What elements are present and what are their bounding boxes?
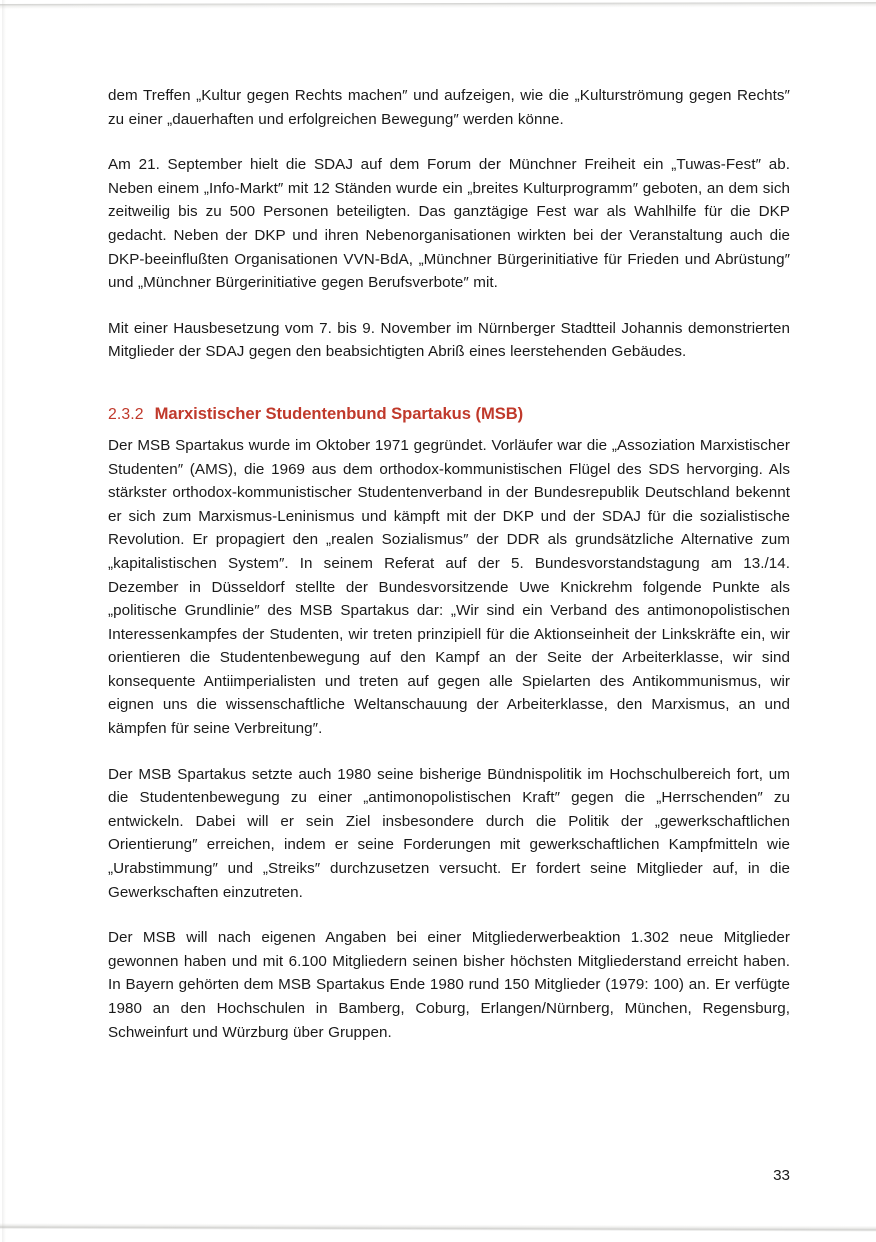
section-heading [108,402,790,425]
paragraph-tuwas-fest: Am 21. September hielt die SDAJ auf dem Forum der Münchner Freiheit ein „Tuwas-Fest″ ab. Neben einem „Info-Markt″ mit 12 Ständen wurde ein „breites Kulturprogramm″ geboten, an dem sich zeitweilig bis zu 500 Personen beteiligten. Das ganztägige Fest war als Wahlhilfe für die DKP gedacht. Neben der DKP und ihren Nebenorganisationen wirkten bei der Veranstaltung auch die DKP-beeinflußten Organisationen VVN-BdA, „Münchner Bürgerinitiative für Frieden und Abrüstung″ und „Münchner Bürgerinitiative gegen Berufsverbote″ mit. [108,156,790,292]
scan-edge-top-artifact [0,2,876,9]
section-number: 2.3.2 [108,405,144,423]
scan-edge-left-artifact [2,0,6,1242]
paragraph-msb-buendnispolitik: Der MSB Spartakus setzte auch 1980 seine bisherige Bündnispolitik im Hochschulbereich fort, um die Studentenbewegung zu einer „antimonopolistischen Kraft″ gegen die „Herrschenden″ zu entwickeln. Dabei will er sein Ziel insbesondere durch die Politik der „gewerkschaftlichen Orientierung″ erreichen, indem er seine Forderungen mit gewerkschaftlichen Kampfmitteln wie „Urabstimmung″ und „Streiks″ durchzusetzen versucht. Er fordert seine Mitglieder auf, in die Gewerkschaften einzutreten. [108,765,790,901]
page-number: 33 [773,1167,790,1184]
scan-edge-bottom-artifact [0,1223,876,1232]
paragraph-msb-gruendung: Der MSB Spartakus wurde im Oktober 1971 gegründet. Vorläufer war die „Assoziation Marxistischer Studenten″ (AMS), die 1969 aus dem orthodox-kommunistischen Flügel des SDS hervorging. Als stärkster orthodox-kommunistischer Studentenverband in der Bundesrepublik Deutschland bekennt er sich zum Marxismus-Leninismus und kämpft mit der DKP und der SDAJ für die sozialistische Revolution. Er propagiert den „realen Sozialismus″ der DDR als grundsätzliche Alternative zum „kapitalistischen System″. In seinem Referat auf der 5. Bundesvorstandstagung am 13./14. Dezember in Düsseldorf stellte der Bundesvorsitzende Uwe Knickrehm folgende Punkte als „politische Grundlinie″ des MSB Spartakus dar: „Wir sind ein Verband des antimonopolistischen Interessenkampfes der Studenten, wir treten prinzipiell für die Aktionseinheit der Linkskräfte ein, wir orientieren die Studentenbewegung auf den Kampf an der Seite der Arbeiterklasse, wir sind konsequente Antiimperialisten und treten auf gegen alle Spielarten des Antikommunismus, wir eignen uns die wissenschaftliche Weltanschauung der Arbeiterklasse, den Marxismus, an und kämpfen für seine Verbreitung″. [108,436,790,738]
paragraph-kulturstroemung: dem Treffen „Kultur gegen Rechts machen″ und aufzeigen, wie die „Kulturströmung gegen Rechts″ zu einer „dauerhaften und erfolgreichen Bewegung″ werden könne. [108,87,790,128]
text-column [108,84,790,1044]
paragraph-msb-mitglieder: Der MSB will nach eigenen Angaben bei einer Mitgliederwerbeaktion 1.302 neue Mitglieder gewonnen haben und mit 6.100 Mitgliedern seinen bisher höchsten Mitgliederstand erreicht haben. In Bayern gehörten dem MSB Spartakus Ende 1980 rund 150 Mitglieder (1979: 100) an. Er verfügte 1980 an den Hochschulen in Bamberg, Coburg, Erlangen/Nürnberg, München, Regensburg, Schweinfurt und Würzburg über Gruppen. [108,929,790,1041]
section-title: Marxistischer Studentenbund Spartakus (MSB) [154,403,524,423]
paragraph-hausbesetzung: Mit einer Hausbesetzung vom 7. bis 9. November im Nürnberger Stadtteil Johannis demonstrierten Mitglieder der SDAJ gegen den beabsichtigten Abriß eines leerstehenden Gebäudes. [108,319,790,361]
